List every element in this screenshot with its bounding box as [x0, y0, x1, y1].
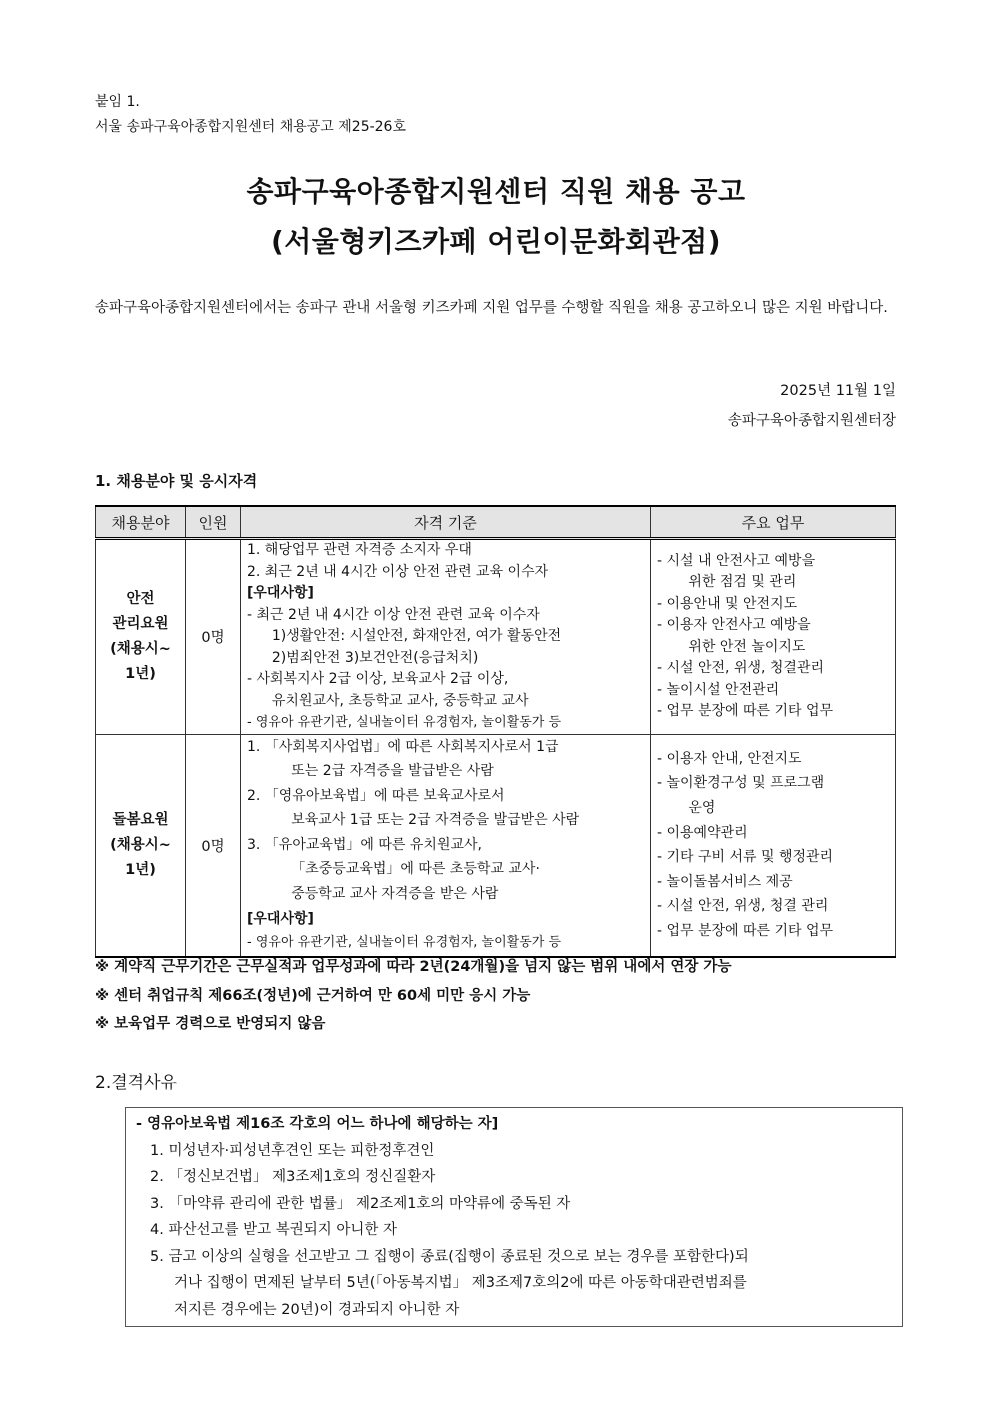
- list-item: 보육교사 1급 또는 2급 자격증을 발급받은 사람: [269, 812, 580, 829]
- list-item: - 사회복지사 2급 이상, 보육교사 2급 이상,: [247, 671, 509, 687]
- list-item: 「초중등교육법」에 따른 초등학교 교사·: [269, 861, 540, 878]
- count-cell: 0명: [186, 539, 241, 735]
- list-item: - 시설 내 안전사고 예방을: [657, 552, 816, 569]
- field-line: (채용시~: [110, 836, 171, 853]
- list-item: - 시설 안전, 위생, 청결 관리: [657, 898, 829, 915]
- list-item: - 최근 2년 내 4시간 이상 안전 관련 교육 이수자: [247, 606, 540, 623]
- list-item: 1)생활안전: 시설안전, 화재안전, 여가 활동안전: [263, 628, 562, 644]
- list-item: - 기타 구비 서류 및 행정관리: [657, 849, 834, 866]
- list-item: - 이용자 안전사고 예방을: [657, 617, 811, 634]
- list-item: 중등학교 교사 자격증을 받은 사람: [269, 886, 499, 903]
- list-item: - 시설 안전, 위생, 청결관리: [657, 660, 824, 677]
- table-header-row: [96, 506, 896, 539]
- list-item: 유치원교사, 초등학교 교사, 중등학교 교사: [263, 692, 529, 709]
- list-item: - 영유아 유관기관, 실내놀이터 유경험자, 놀이활동가 등: [247, 935, 562, 951]
- list-item-continuation: 저지른 경우에는 20년)이 경과되지 아니한 자: [174, 1301, 460, 1318]
- list-item: - 이용자 안내, 안전지도: [657, 750, 802, 767]
- recruitment-table: [95, 505, 896, 958]
- list-item: [우대사항]: [247, 585, 314, 601]
- page-title: 송파구육아종합지원센터 직원 채용 공고: [246, 175, 746, 208]
- list-item: 위한 점검 및 관리: [675, 574, 797, 591]
- list-item: 2. 「영유아보육법」에 따른 보육교사로서: [247, 787, 505, 804]
- disqualification-header: - 영유아보육법 제16조 각호의 어느 하나에 해당하는 자]: [136, 1116, 499, 1132]
- list-item: - 영유아 유관기관, 실내놀이터 유경험자, 놀이활동가 등: [247, 715, 562, 730]
- qualifications-cell: [241, 539, 651, 735]
- section1-heading: 1. 채용분야 및 응시자격: [95, 472, 258, 490]
- list-item: - 놀이시설 안전관리: [657, 681, 780, 698]
- list-item: - 놀이환경구성 및 프로그램: [657, 775, 825, 792]
- list-item: 1. 해당업무 관련 자격증 소지자 우대: [247, 542, 472, 558]
- table-row-safety: [96, 539, 896, 735]
- duties-cell: [651, 539, 896, 735]
- field-line: 관리요원: [112, 615, 169, 632]
- field-cell: [96, 539, 186, 735]
- list-item: - 이용예약관리: [657, 824, 748, 841]
- list-item: 3. 「유아교육법」에 따른 유치원교사,: [247, 836, 482, 853]
- notice-date: 2025년 11월 1일: [780, 383, 896, 399]
- intro-paragraph: 송파구육아종합지원센터에서는 송파구 관내 서울형 키즈카페 지원 업무를 수행할 직원을 채용 공고하오니 많은 지원 바랍니다.: [95, 300, 888, 316]
- disqualification-box: [125, 1107, 903, 1327]
- list-item: - 놀이돌봄서비스 제공: [657, 873, 793, 890]
- list-item: 2. 최근 2년 내 4시간 이상 안전 관련 교육 이수자: [247, 563, 549, 580]
- list-item: 1. 미성년자·피성년후견인 또는 피한정후견인: [150, 1142, 435, 1159]
- duties-cell: [651, 734, 896, 957]
- page-subtitle: (서울형키즈카페 어린이문화회관점): [270, 225, 722, 258]
- note-career: ※ 보육업무 경력으로 반영되지 않음: [95, 1016, 326, 1032]
- list-item: 위한 안전 놀이지도: [675, 638, 806, 655]
- field-line: 돌봄요원: [112, 811, 169, 828]
- list-item-continuation: 거나 집행이 면제된 날부터 5년(「아동복지법」 제3조제7호의2에 따른 아동학대관련범죄를: [174, 1275, 747, 1291]
- field-line: (채용시~: [110, 640, 171, 657]
- table-row-care: [96, 734, 896, 957]
- list-item: - 업무 분장에 따른 기타 업무: [657, 922, 834, 939]
- field-line: 1년): [125, 861, 156, 878]
- list-item: - 업무 분장에 따른 기타 업무: [657, 703, 834, 720]
- list-item: 4. 파산선고를 받고 복권되지 아니한 자: [150, 1222, 397, 1238]
- count-cell: 0명: [186, 734, 241, 957]
- note-age-limit: ※ 센터 취업규칙 제66조(정년)에 근거하여 만 60세 미만 응시 가능: [95, 988, 531, 1004]
- field-line: 안전: [126, 590, 155, 607]
- list-item: 1. 「사회복지사업법」에 따른 사회복지사로서 1급: [247, 738, 559, 755]
- list-item: 2. 「정신보건법」 제3조제1호의 정신질환자: [150, 1169, 436, 1185]
- list-item: [우대사항]: [247, 910, 314, 927]
- notice-number: 서울 송파구육아종합지원센터 채용공고 제25-26호: [95, 119, 406, 135]
- field-line: 1년): [125, 665, 156, 682]
- note-contract-period: ※ 계약직 근무기간은 근무실적과 업무성과에 따라 2년(24개월)을 넘지 않는 범위 내에서 연장 가능: [95, 959, 732, 975]
- list-item: 운영: [675, 799, 716, 816]
- field-cell: [96, 734, 186, 957]
- qualifications-cell: [241, 734, 651, 957]
- list-item: 2)범죄안전 3)보건안전(응급처치): [263, 649, 479, 666]
- column-header-duties: 주요 업무: [651, 506, 896, 539]
- list-item: 3. 「마약류 관리에 관한 법률」 제2조제1호의 마약류에 중독된 자: [150, 1195, 571, 1212]
- column-header-count: 인원: [186, 506, 241, 539]
- issuer-name: 송파구육아종합지원센터장: [727, 413, 896, 429]
- list-item: - 이용안내 및 안전지도: [657, 595, 798, 612]
- section2-heading: 2.결격사유: [95, 1073, 177, 1093]
- list-item: 또는 2급 자격증을 발급받은 사람: [269, 763, 494, 780]
- attachment-label: 붙임 1.: [95, 94, 140, 110]
- list-item: 5. 금고 이상의 실형을 선고받고 그 집행이 종료(집행이 종료된 것으로 보는 경우를 포함한다)되: [150, 1248, 749, 1265]
- column-header-field: 채용분야: [96, 506, 186, 539]
- column-header-qualifications: 자격 기준: [241, 506, 651, 539]
